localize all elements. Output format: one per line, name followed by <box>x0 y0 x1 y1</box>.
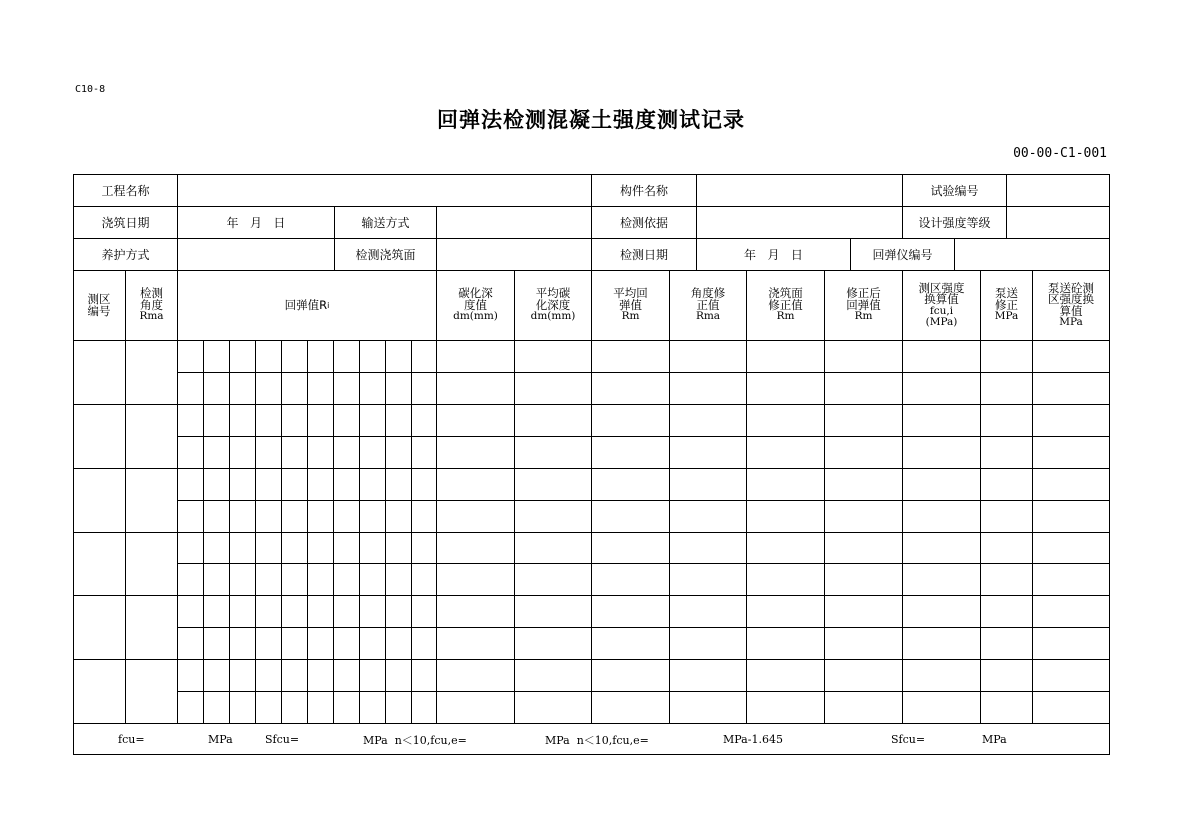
header-zone-number: 测区编号 <box>87 292 111 318</box>
header-pour-face-correction: 浇筑面修正值 Rm <box>768 286 803 323</box>
rebound-instrument-field[interactable] <box>955 239 1109 270</box>
component-name-field[interactable] <box>697 175 902 206</box>
rebound-instrument-label: 回弹仪编号 <box>872 247 933 262</box>
design-grade-label: 设计强度等级 <box>918 215 991 230</box>
header-zone-strength: 测区强度换算值 fcu,i (MPa) <box>918 280 965 328</box>
transport-method-label: 输送方式 <box>361 215 410 230</box>
footer-mpa-3: MPa n＜10,fcu,e= <box>545 733 649 747</box>
header-pump-correction: 泵送修正 MPa <box>994 286 1019 323</box>
test-date-label: 检测日期 <box>619 247 668 262</box>
footer-fcu-label: fcu= <box>118 733 145 746</box>
footer-sfcu-label-2: Sfcu= <box>891 733 926 746</box>
test-basis-field[interactable] <box>697 207 902 238</box>
header-carbonation-depth: 碳化深度值 dm(mm) <box>453 286 498 323</box>
project-name-label: 工程名称 <box>101 183 150 198</box>
header-corrected-rebound: 修正后回弹值 Rm <box>846 286 881 323</box>
test-number-label: 试验编号 <box>930 183 979 198</box>
header-pump-zone-strength: 泵送砼测区强度换算值 MPa <box>1048 280 1094 328</box>
footer-mpa-4: MPa-1.645 <box>723 733 783 746</box>
header-avg-rebound: 平均回弹值 Rm <box>613 286 648 323</box>
transport-method-field[interactable] <box>437 207 591 238</box>
footer-mpa-1: MPa <box>208 733 233 746</box>
pour-date-field[interactable]: 年 月 日 <box>226 215 286 230</box>
test-basis-label: 检测依据 <box>619 215 668 230</box>
component-name-label: 构件名称 <box>619 183 668 198</box>
header-test-angle: 检测角度 Rma <box>139 286 164 323</box>
project-name-field[interactable] <box>178 175 591 206</box>
page-title: 回弹法检测混凝土强度测试记录 <box>437 108 745 132</box>
header-avg-carbonation: 平均碳化深度 dm(mm) <box>530 286 576 323</box>
test-date-field[interactable]: 年 月 日 <box>744 247 803 262</box>
curing-method-label: 养护方式 <box>101 247 150 262</box>
test-pour-face-field[interactable] <box>437 239 591 270</box>
design-grade-field[interactable] <box>1007 207 1109 238</box>
document-number: 00-00-C1-001 <box>1013 146 1107 161</box>
form-code: C10-8 <box>75 84 106 95</box>
footer-sfcu-label: Sfcu= <box>265 733 300 746</box>
test-number-field[interactable] <box>1007 175 1109 206</box>
footer-mpa-5: MPa <box>982 733 1007 746</box>
pour-date-label: 浇筑日期 <box>101 215 150 230</box>
header-angle-correction: 角度修正值 Rma <box>690 286 726 323</box>
header-rebound-values: 回弹值R i <box>284 297 330 312</box>
curing-method-field[interactable] <box>178 239 334 270</box>
test-pour-face-label: 检测浇筑面 <box>355 247 416 262</box>
footer-mpa-2: MPa n＜10,fcu,e= <box>363 733 467 747</box>
